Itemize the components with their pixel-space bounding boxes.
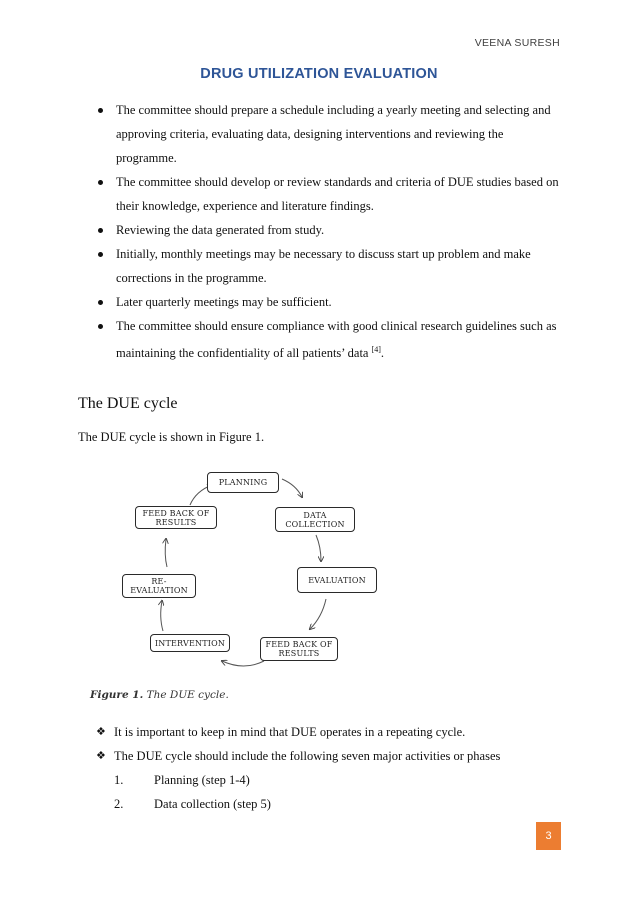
committee-bullet-list (96, 98, 566, 365)
list-item: Initially, monthly meetings may be necessary to discuss start up problem and make corrections in the programme. (96, 242, 566, 290)
list-item: ❖ The DUE cycle should include the following seven major activities or phases (96, 744, 566, 768)
node-data-collection: DATA COLLECTION (275, 507, 355, 532)
figure-caption: Figure 1. The DUE cycle. (90, 689, 229, 701)
list-item: Later quarterly meetings may be sufficient. (96, 290, 566, 314)
list-item: Reviewing the data generated from study. (96, 218, 566, 242)
arrow-intervention-to-reeval (161, 601, 163, 631)
diamond-bullet-icon: ❖ (96, 725, 106, 738)
list-item: The committee should prepare a schedule including a yearly meeting and selecting and approving criteria, evaluating data, designing interventions and reviewing the programme. (96, 98, 566, 170)
document-title: DRUG UTILIZATION EVALUATION (200, 66, 438, 82)
list-item: 1. Planning (step 1-4) (114, 773, 250, 787)
section-heading: The DUE cycle (78, 395, 178, 412)
cycle-notes-list (96, 720, 566, 768)
arrow-evaluation-to-feedback (310, 599, 326, 629)
page-number: 3 (536, 822, 561, 850)
arrow-reeval-to-feedback (165, 539, 167, 567)
node-evaluation: EVALUATION (297, 567, 377, 593)
due-cycle-diagram (110, 465, 370, 675)
list-item: The committee should ensure compliance with good clinical research guidelines such as maintaining the confidentiality of all patients’ data [4]. (96, 314, 566, 365)
node-planning: PLANNING (207, 472, 279, 493)
arrow-planning-to-data (282, 479, 302, 497)
citation-ref: [4] (371, 345, 381, 354)
node-re-evaluation: RE- EVALUATION (122, 574, 196, 598)
list-item: ❖ It is important to keep in mind that DUE operates in a repeating cycle. (96, 720, 566, 744)
section-intro: The DUE cycle is shown in Figure 1. (78, 430, 265, 444)
arrow-data-to-evaluation (316, 535, 321, 561)
node-feedback-of-results-bottom: FEED BACK OF RESULTS (260, 637, 338, 661)
node-feedback-of-results-top: FEED BACK OF RESULTS (135, 506, 217, 529)
header-author: VEENA SURESH (474, 37, 560, 49)
node-intervention: INTERVENTION (150, 634, 230, 652)
arrow-feedback-to-intervention (222, 661, 264, 666)
diamond-bullet-icon: ❖ (96, 749, 106, 762)
phases-list (114, 768, 534, 816)
list-item: 2. Data collection (step 5) (114, 797, 271, 811)
list-item: The committee should develop or review standards and criteria of DUE studies based on their knowledge, experience and literature findings. (96, 170, 566, 218)
